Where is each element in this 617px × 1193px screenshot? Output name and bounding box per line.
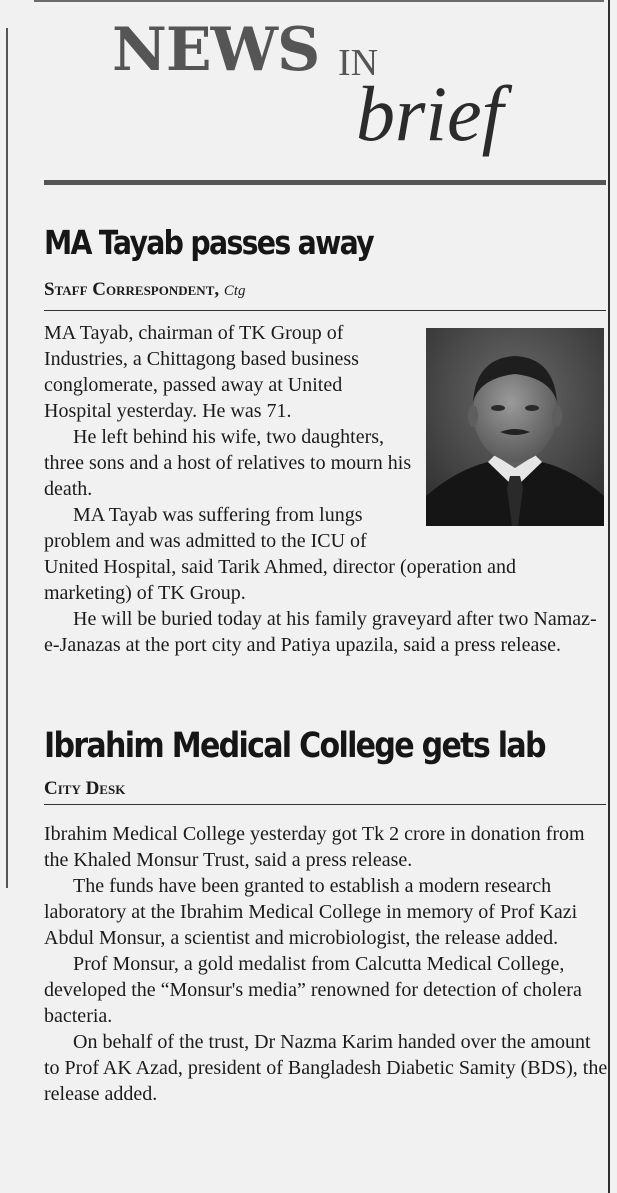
story2-paragraph-4: On behalf of the trust, Dr Nazma Karim handed over the amount to Prof AK Azad, president of Bangladesh Diabetic Samity (BDS), the release added.	[44, 1031, 608, 1105]
story2-headline: Ibrahim Medical College gets lab	[44, 726, 545, 766]
masthead-in: IN	[338, 42, 379, 84]
story1-paragraph-1: MA Tayab, chairman of TK Group of Industries, a Chittagong based business conglomerate, passed away at United Hospital yesterday. He was 71.	[44, 322, 359, 422]
story1-byline	[44, 280, 246, 299]
story1-separator	[44, 310, 606, 311]
story1-paragraph-3: MA Tayab was suffering from lungs problem and was admitted to the ICU of United Hospital, said Tarik Ahmed, director (operation and marketing) of TK Group.	[44, 504, 517, 604]
masthead	[0, 0, 617, 190]
story1-photo-frame	[426, 328, 604, 526]
story2-body	[44, 821, 609, 1107]
masthead-news: NEWS	[112, 15, 320, 85]
story1-paragraph-4: He will be buried today at his family graveyard after two Namaz-e-Janazas at the port city and Patiya upazila, said a press release.	[44, 608, 597, 656]
story2-separator	[44, 804, 606, 805]
story2-paragraph-2: The funds have been granted to establish a modern research laboratory at the Ibrahim Medical College in memory of Prof Kazi Abdul Monsur, a scientist and microbiologist, the release added.	[44, 875, 578, 949]
masthead-brief: brief	[356, 70, 504, 157]
story1-paragraph-2: He left behind his wife, two daughters, three sons and a host of relatives to mourn his death.	[44, 426, 412, 500]
masthead-rule	[44, 180, 606, 185]
story1-byline-place: Ctg	[223, 283, 246, 299]
story1-body	[44, 320, 604, 658]
portrait-photo	[426, 328, 604, 526]
story2-paragraph-3: Prof Monsur, a gold medalist from Calcutta Medical College, developed the “Monsur's media” renowned for detection of cholera bacteria.	[44, 953, 582, 1027]
story1-headline: MA Tayab passes away	[44, 223, 373, 262]
portrait-photo-image	[426, 328, 604, 526]
story1-byline-source: Staff Correspondent,	[44, 279, 220, 300]
story2-byline: City Desk	[44, 778, 126, 799]
story2-paragraph-1: Ibrahim Medical College yesterday got Tk 2 crore in donation from the Khaled Monsur Trust, said a press release.	[44, 823, 585, 871]
